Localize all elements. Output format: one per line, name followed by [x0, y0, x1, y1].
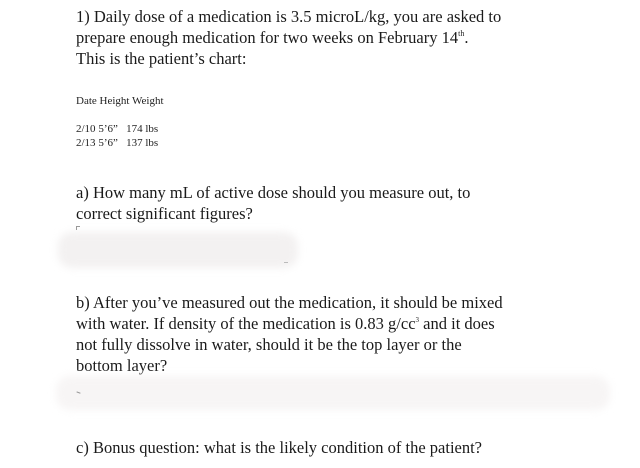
part-b-line-2-text: with water. If density of the medication is 0.83 g/cc	[76, 314, 416, 333]
chart-date: 2/13	[76, 137, 96, 149]
chart-height: 5’6”	[98, 123, 118, 135]
answer-area-a	[58, 232, 298, 268]
chart-row	[76, 122, 164, 136]
chart-weight: 137 lbs	[126, 137, 159, 149]
part-b-line-4: bottom layer?	[76, 356, 168, 375]
cubic-superscript: 3	[415, 316, 420, 324]
part-a	[76, 182, 596, 224]
part-b-line-3: not fully dissolve in water, should it be the top layer or the	[76, 335, 462, 354]
chart-date: 2/10	[76, 123, 96, 135]
chart-height: 5’6”	[98, 137, 118, 149]
question-1-line-2-end: .	[464, 28, 469, 47]
part-b	[76, 292, 596, 376]
part-c	[76, 437, 596, 458]
patient-chart	[76, 94, 164, 150]
chart-row	[76, 136, 164, 150]
chart-weight: 174 lbs	[126, 123, 159, 135]
answer-area-b	[56, 376, 610, 410]
part-b-line-2-end: and it does	[419, 314, 495, 333]
chart-header: Date Height Weight	[76, 95, 164, 107]
question-1-line-3: This is the patient’s chart:	[76, 49, 247, 68]
pen-mark	[284, 262, 288, 266]
part-a-line-2: correct significant figures?	[76, 204, 253, 223]
question-1-line-2-text: prepare enough medication for two weeks on February 14	[76, 28, 459, 47]
part-c-line-1: c) Bonus question: what is the likely condition of the patient?	[76, 438, 483, 457]
ordinal-suffix: th	[458, 29, 465, 38]
part-b-line-1: b) After you’ve measured out the medication, it should be mixed	[76, 293, 503, 312]
part-a-line-1: a) How many mL of active dose should you measure out, to	[76, 183, 471, 202]
part-b-line-2	[76, 313, 596, 334]
question-1	[76, 6, 596, 69]
question-1-line-2	[76, 27, 596, 48]
question-1-line-1: 1) Daily dose of a medication is 3.5 microL/kg, you are asked to	[76, 7, 502, 26]
pen-mark	[76, 226, 80, 230]
